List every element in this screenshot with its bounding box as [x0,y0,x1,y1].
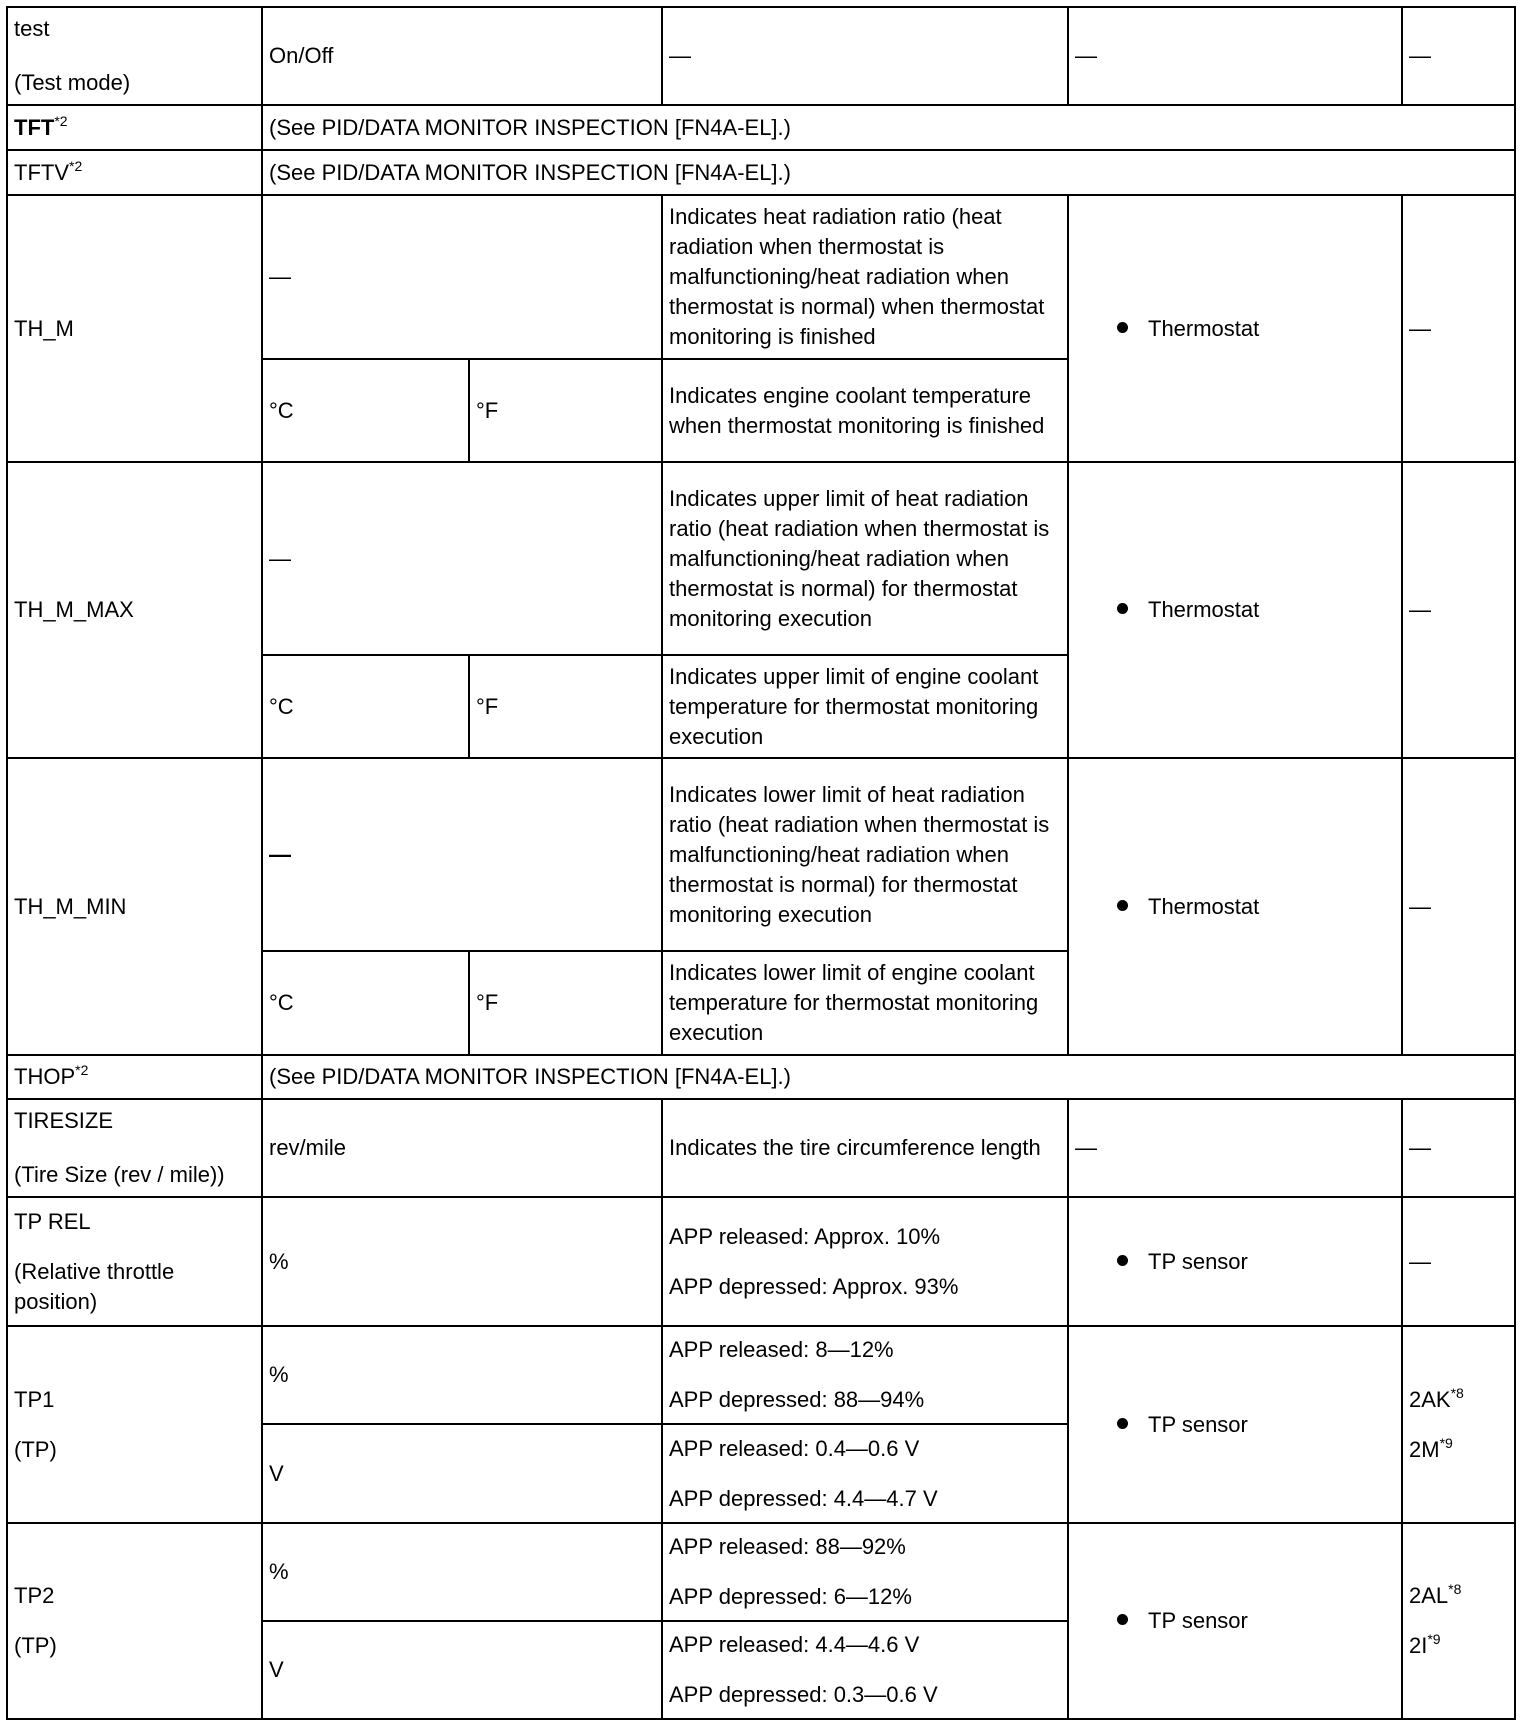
pid-name: TP2 [14,1583,55,1608]
condition-depressed: APP depressed: 0.3—0.6 V [669,1682,938,1707]
table-row [7,1055,1515,1099]
unit-fahrenheit: °F [469,951,662,1055]
pid-name: TP REL [14,1208,91,1234]
pid-monitor-table [6,6,1516,1720]
table-row [7,758,1515,951]
condition-cell: Indicates upper limit of engine coolant temperature for thermostat monitoring execution [662,655,1068,758]
bullet-icon [1117,1614,1128,1625]
condition-depressed: APP depressed: 4.4—4.7 V [669,1485,938,1511]
terminal-cell [1402,1326,1515,1523]
unit-cell: On/Off [262,7,662,105]
condition-cell [662,1197,1068,1326]
pid-cell: TH_M [7,195,262,462]
table-row [7,1197,1515,1326]
reference-note: (See PID/DATA MONITOR INSPECTION [FN4A-EL].) [262,150,1515,195]
pid-name: TFT [14,114,55,140]
unit-cell: — [262,758,662,951]
terminal-2: $2I^{*9}$ [1409,1631,1441,1658]
condition-cell [662,1621,1068,1719]
condition-released: APP released: 0.4—0.6 V [669,1435,920,1461]
unit-percent: % [262,1326,662,1424]
pid-name: TP1 [14,1386,55,1412]
table-row [7,195,1515,359]
condition-released: APP released: 88—92% [669,1534,906,1559]
bullet-icon [1117,603,1128,614]
unit-cell: — [262,195,662,359]
unit-volt: V [262,1424,662,1523]
table-row [7,105,1515,150]
table-row [7,7,1515,105]
unit-celsius: °C [262,359,469,462]
inspection-cell [1068,758,1402,1055]
terminal-1: 2AL$^{*8}$ [1409,1581,1462,1608]
inspection-cell [1068,1326,1402,1523]
unit-fahrenheit: °F [469,655,662,758]
terminal-1: 2AK$^{*8}$ [1409,1384,1464,1412]
unit-fahrenheit: °F [469,359,662,462]
terminal-2: $2M^{*9}$ [1409,1434,1453,1462]
pid-cell: TH_M_MIN [7,758,262,1055]
terminal-cell: — [1402,1197,1515,1326]
footnote-mark: *2 [75,1062,89,1078]
footnote-mark: *2 [69,157,83,174]
unit-cell: % [262,1197,662,1326]
terminal-cell: — [1402,195,1515,462]
condition-cell: Indicates upper limit of heat radiation ratio (heat radiation when thermostat is malfunctioning/heat radiation when thermostat is normal) for thermostat monitoring execution [662,462,1068,655]
bullet-icon [1117,1418,1128,1429]
condition-depressed: APP depressed: Approx. 93% [669,1273,959,1299]
pid-cell [7,1523,262,1719]
pid-cell [7,150,262,195]
footnote-mark: *2 [54,112,68,129]
inspection-item: Thermostat [1148,597,1260,622]
bullet-icon [1117,1255,1128,1266]
inspection-item: Thermostat [1148,315,1260,341]
pid-description: (Tire Size (rev / mile)) [14,1162,225,1187]
condition-released: APP released: 4.4—4.6 V [669,1632,920,1657]
condition-released: APP released: 8—12% [669,1337,894,1362]
reference-note: (See PID/DATA MONITOR INSPECTION [FN4A-EL].) [262,1055,1515,1099]
pid-description: (Relative throttle position) [14,1258,175,1314]
unit-cell: rev/mile [262,1099,662,1197]
condition-cell [662,1326,1068,1424]
terminal-cell: — [1402,758,1515,1055]
unit-celsius: °C [262,655,469,758]
pid-name: THOP [14,1064,76,1089]
terminal-cell: — [1402,7,1515,105]
unit-percent: % [262,1523,662,1621]
condition-released: APP released: Approx. 10% [669,1223,941,1249]
condition-depressed: APP depressed: 88—94% [669,1387,925,1412]
bullet-icon [1117,900,1128,911]
terminal-cell: — [1402,1099,1515,1197]
unit-celsius: °C [262,951,469,1055]
terminal-cell: — [1402,462,1515,758]
table-row [7,1326,1515,1424]
inspection-cell: — [1068,1099,1402,1197]
table-row [7,1523,1515,1621]
condition-cell: — [662,7,1068,105]
condition-cell: Indicates engine coolant temperature when thermostat monitoring is finished [662,359,1068,462]
inspection-cell: — [1068,7,1402,105]
pid-cell [7,1055,262,1099]
terminal-cell [1402,1523,1515,1719]
pid-cell [7,7,262,105]
reference-note: (See PID/DATA MONITOR INSPECTION [FN4A-EL].) [262,105,1515,150]
condition-cell: Indicates lower limit of heat radiation ratio (heat radiation when thermostat is malfunctioning/heat radiation when thermostat is normal) for thermostat monitoring execution [662,758,1068,951]
inspection-cell [1068,1523,1402,1719]
condition-cell [662,1424,1068,1523]
table-row [7,462,1515,655]
pid-cell [7,1099,262,1197]
inspection-item: TP sensor [1148,1411,1248,1437]
inspection-item: TP sensor [1148,1248,1248,1274]
unit-volt: V [262,1621,662,1719]
bullet-icon [1117,322,1128,333]
table-row [7,1099,1515,1197]
pid-name: TIRESIZE [14,1108,114,1133]
table-row [7,150,1515,195]
pid-cell [7,1197,262,1326]
inspection-item: TP sensor [1148,1608,1248,1633]
condition-cell [662,1523,1068,1621]
pid-cell: TH_M_MAX [7,462,262,758]
inspection-cell [1068,1197,1402,1326]
unit-cell: — [262,462,662,655]
inspection-item: Thermostat [1148,893,1260,919]
pid-description: (TP) [14,1436,57,1462]
inspection-cell [1068,195,1402,462]
condition-cell: Indicates the tire circumference length [662,1099,1068,1197]
pid-name: TFTV [14,159,69,185]
condition-depressed: APP depressed: 6—12% [669,1584,912,1609]
condition-cell: Indicates heat radiation ratio (heat radiation when thermostat is malfunctioning/heat radiation when thermostat is normal) when thermostat monitoring is finished [662,195,1068,359]
pid-description: (Test mode) [14,70,131,95]
pid-cell [7,105,262,150]
pid-name: test [14,16,50,41]
pid-cell [7,1326,262,1523]
condition-cell: Indicates lower limit of engine coolant temperature for thermostat monitoring execution [662,951,1068,1055]
inspection-cell [1068,462,1402,758]
pid-description: (TP) [14,1633,57,1658]
